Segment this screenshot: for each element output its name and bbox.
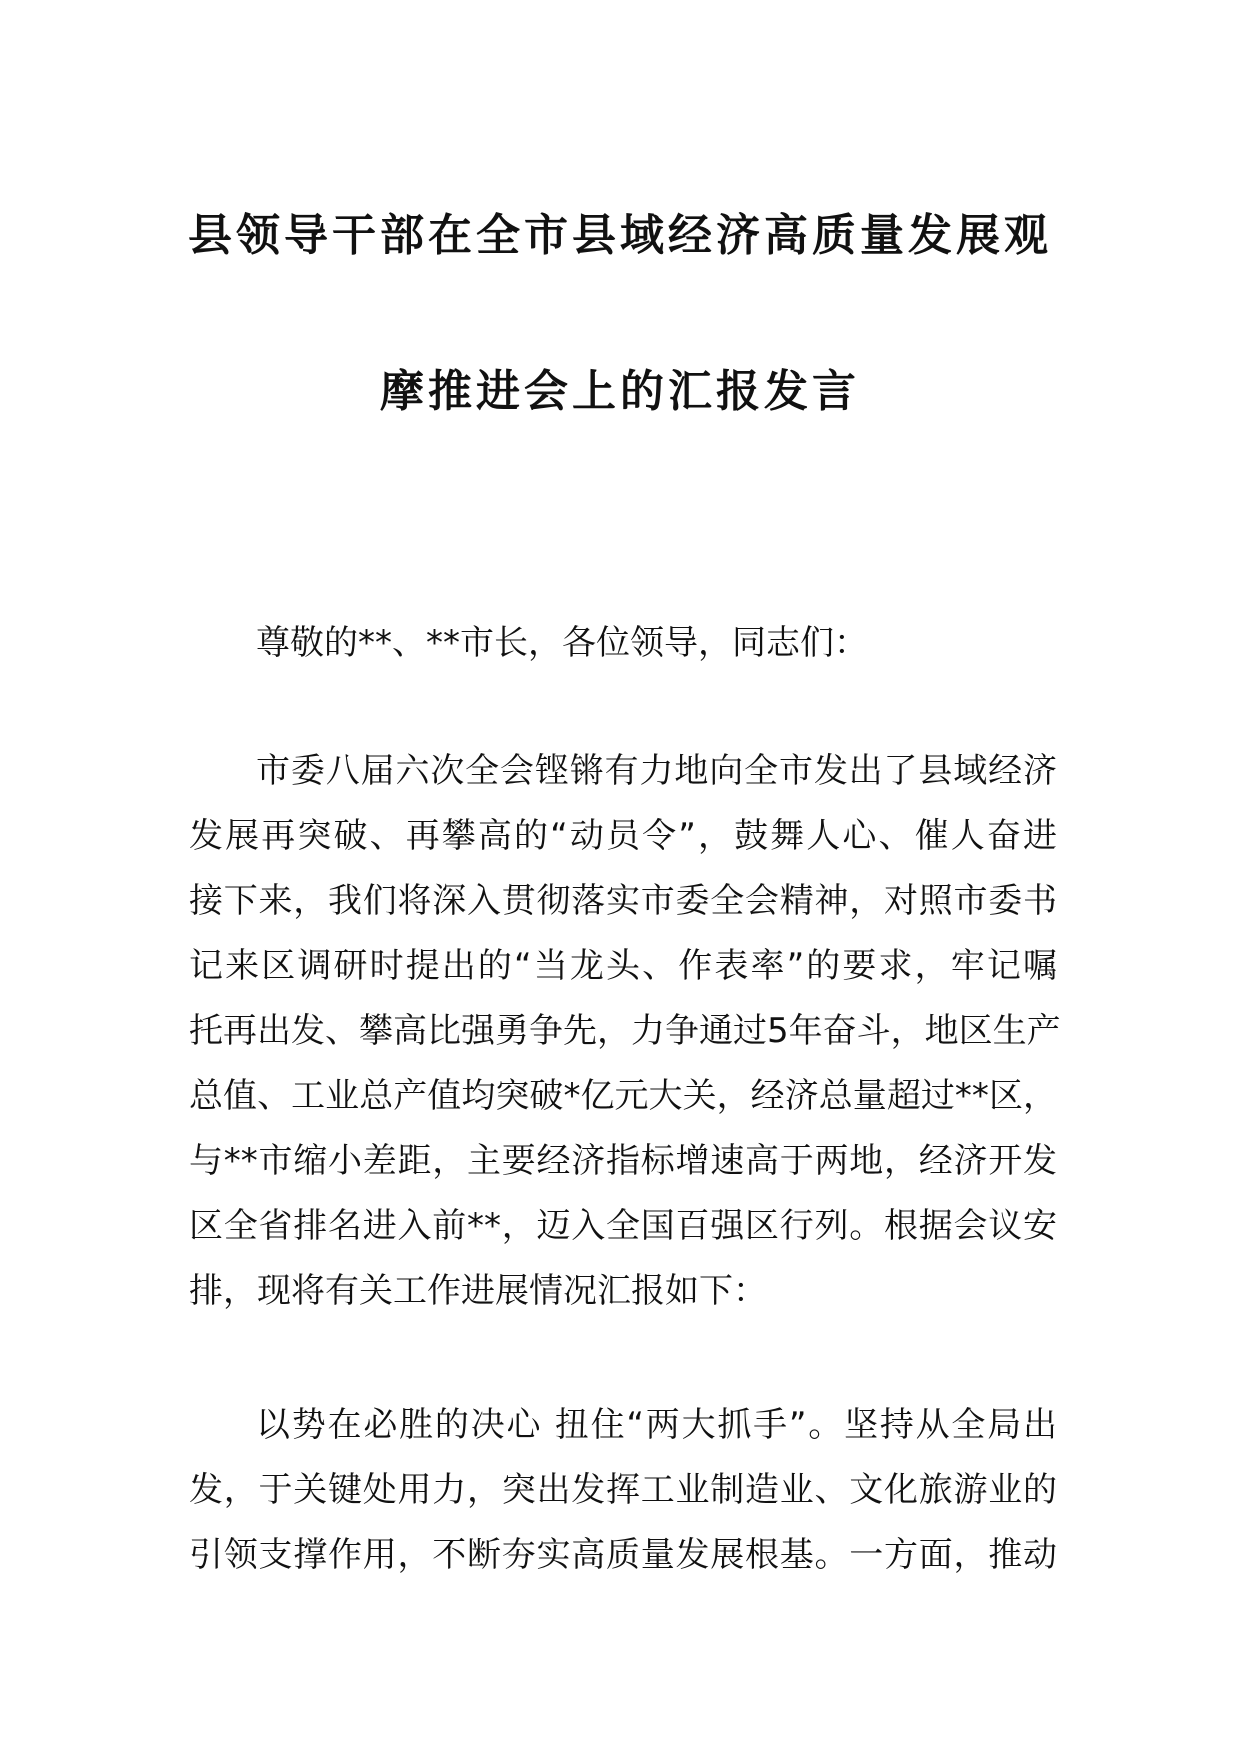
paragraph-line: 与**市缩小差距，主要经济指标增速高于两地，经济开发: [189, 1141, 1057, 1181]
paragraph-line: 记来区调研时提出的“当龙头、作表率”的要求，牢记嘱: [189, 946, 1057, 986]
paragraph-line: 发展再突破、再攀高的“动员令”，鼓舞人心、催人奋进: [189, 816, 1057, 856]
paragraph-line: 区全省排名进入前**，迈入全国百强区行列。根据会议安: [189, 1206, 1057, 1246]
paragraph-line: 排，现将有关工作进展情况汇报如下：: [189, 1271, 767, 1311]
salutation: 尊敬的**、**市长，各位领导，同志们：: [256, 623, 868, 663]
paragraph-line: 总值、工业总产值均突破*亿元大关，经济总量超过**区，: [189, 1076, 1057, 1116]
paragraph-line: 托再出发、攀高比强勇争先，力争通过5年奋斗，地区生产: [189, 1011, 1061, 1051]
paragraph-line: 以势在必胜的决心 扭住“两大抓手”。坚持从全局出: [256, 1405, 1057, 1445]
paragraph-line: 市委八届六次全会铿锵有力地向全市发出了县域经济: [256, 751, 1057, 791]
document-title-line-2: 摩推进会上的汇报发言: [380, 366, 860, 417]
paragraph-line: 引领支撑作用，不断夯实高质量发展根基。一方面，推动: [189, 1535, 1057, 1575]
paragraph-line: 发，于关键处用力，突出发挥工业制造业、文化旅游业的: [189, 1470, 1057, 1510]
document-title-line-1: 县领导干部在全市县域经济高质量发展观: [188, 210, 1052, 261]
paragraph-line: 接下来，我们将深入贯彻落实市委全会精神，对照市委书: [189, 881, 1057, 921]
